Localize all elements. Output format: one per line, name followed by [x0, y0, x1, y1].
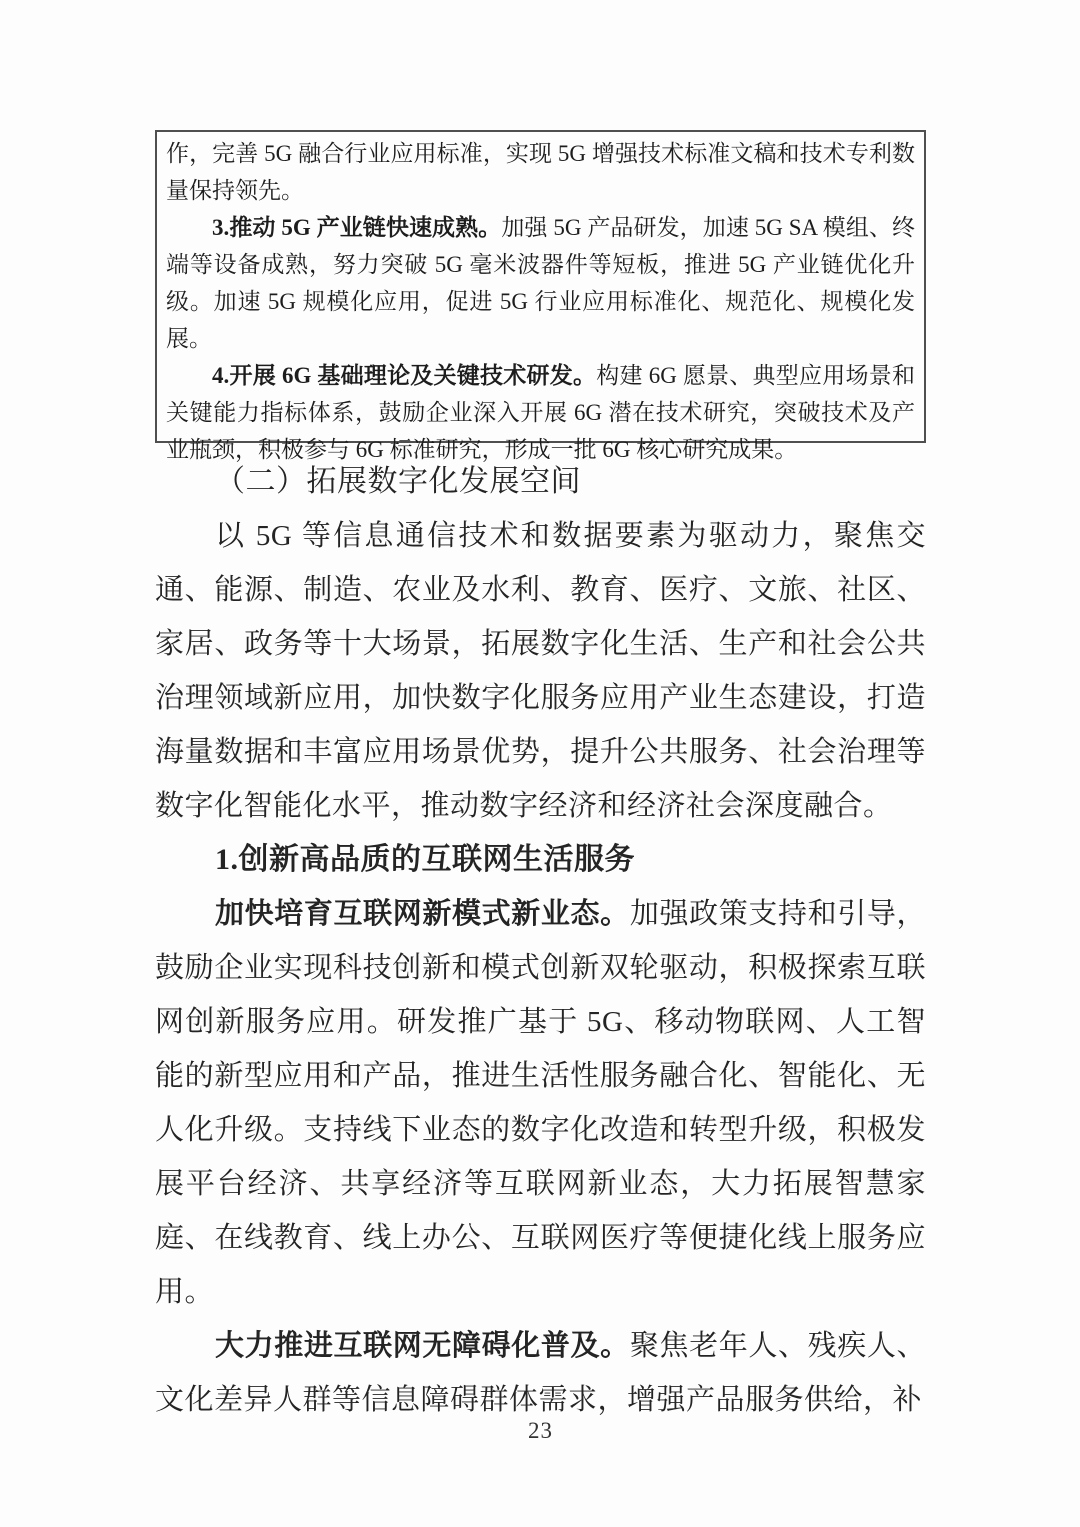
paragraph-bold-lead: 大力推进互联网无障碍化普及。	[215, 1330, 630, 1362]
sub-heading: 1.创新高品质的互联网生活服务	[215, 843, 635, 876]
body-paragraph-3	[155, 1319, 926, 1427]
body-content	[155, 455, 926, 1427]
section-heading: （二）拓展数字化发展空间	[215, 465, 581, 498]
paragraph-text: 构建 6G 愿景、典型应用场景和关键能力指标体系，鼓励企业深入开展 6G 潜在技术研究，突破技术及产业瓶颈，积极参与 6G 标准研究，形成一批 6G 核心研究成果。	[166, 363, 915, 462]
box-paragraph-4	[166, 357, 915, 468]
paragraph-text: 聚焦老年人、残疾人、文化差异人群等信息障碍群体需求，增强产品服务供给，补	[155, 1330, 926, 1416]
paragraph-text: 以 5G 等信息通信技术和数据要素为驱动力，聚焦交通、能源、制造、农业及水利、教育、医疗、文旅、社区、家居、政务等十大场景，拓展数字化生活、生产和社会公共治理领域新应用，加快数字化服务应用产业生态建设，打造海量数据和丰富应用场景优势，提升公共服务、社会治理等数字化智能化水平，推动数字经济和经济社会深度融合。	[155, 520, 926, 822]
paragraph-text: 加强 5G 产品研发，加速 5G SA 模组、终端等设备成熟，努力突破 5G 毫米波器件等短板，推进 5G 产业链优化升级。加速 5G 规模化应用，促进 5G 行业应用标准化、规范化、规模化发展。	[166, 215, 916, 351]
boxed-text-section	[155, 130, 926, 462]
paragraph-bold-lead: 4.开展 6G 基础理论及关键技术研发。	[212, 363, 597, 388]
page-number: 23	[528, 1418, 553, 1443]
body-paragraph-1	[155, 509, 926, 833]
paragraph-text: 加强政策支持和引导，鼓励企业实现科技创新和模式创新双轮驱动，积极探索互联网创新服务应用。研发推广基于 5G、移动物联网、人工智能的新型应用和产品，推进生活性服务融合化、智能化、无人化升级。支持线下业态的数字化改造和转型升级，积极发展平台经济、共享经济等互联网新业态，大力拓展智慧家庭、在线教育、线上办公、互联网医疗等便捷化线上服务应用。	[155, 898, 926, 1308]
box-paragraph-3	[166, 209, 915, 357]
paragraph-bold-lead: 加快培育互联网新模式新业态。	[215, 898, 630, 930]
paragraph-text: 作，完善 5G 融合行业应用标准，实现 5G 增强技术标准文稿和技术专利数量保持领先。	[166, 141, 915, 203]
paragraph-bold-lead: 3.推动 5G 产业链快速成熟。	[212, 215, 502, 240]
box-paragraph-continuation	[166, 135, 915, 209]
body-paragraph-2	[155, 887, 926, 1319]
